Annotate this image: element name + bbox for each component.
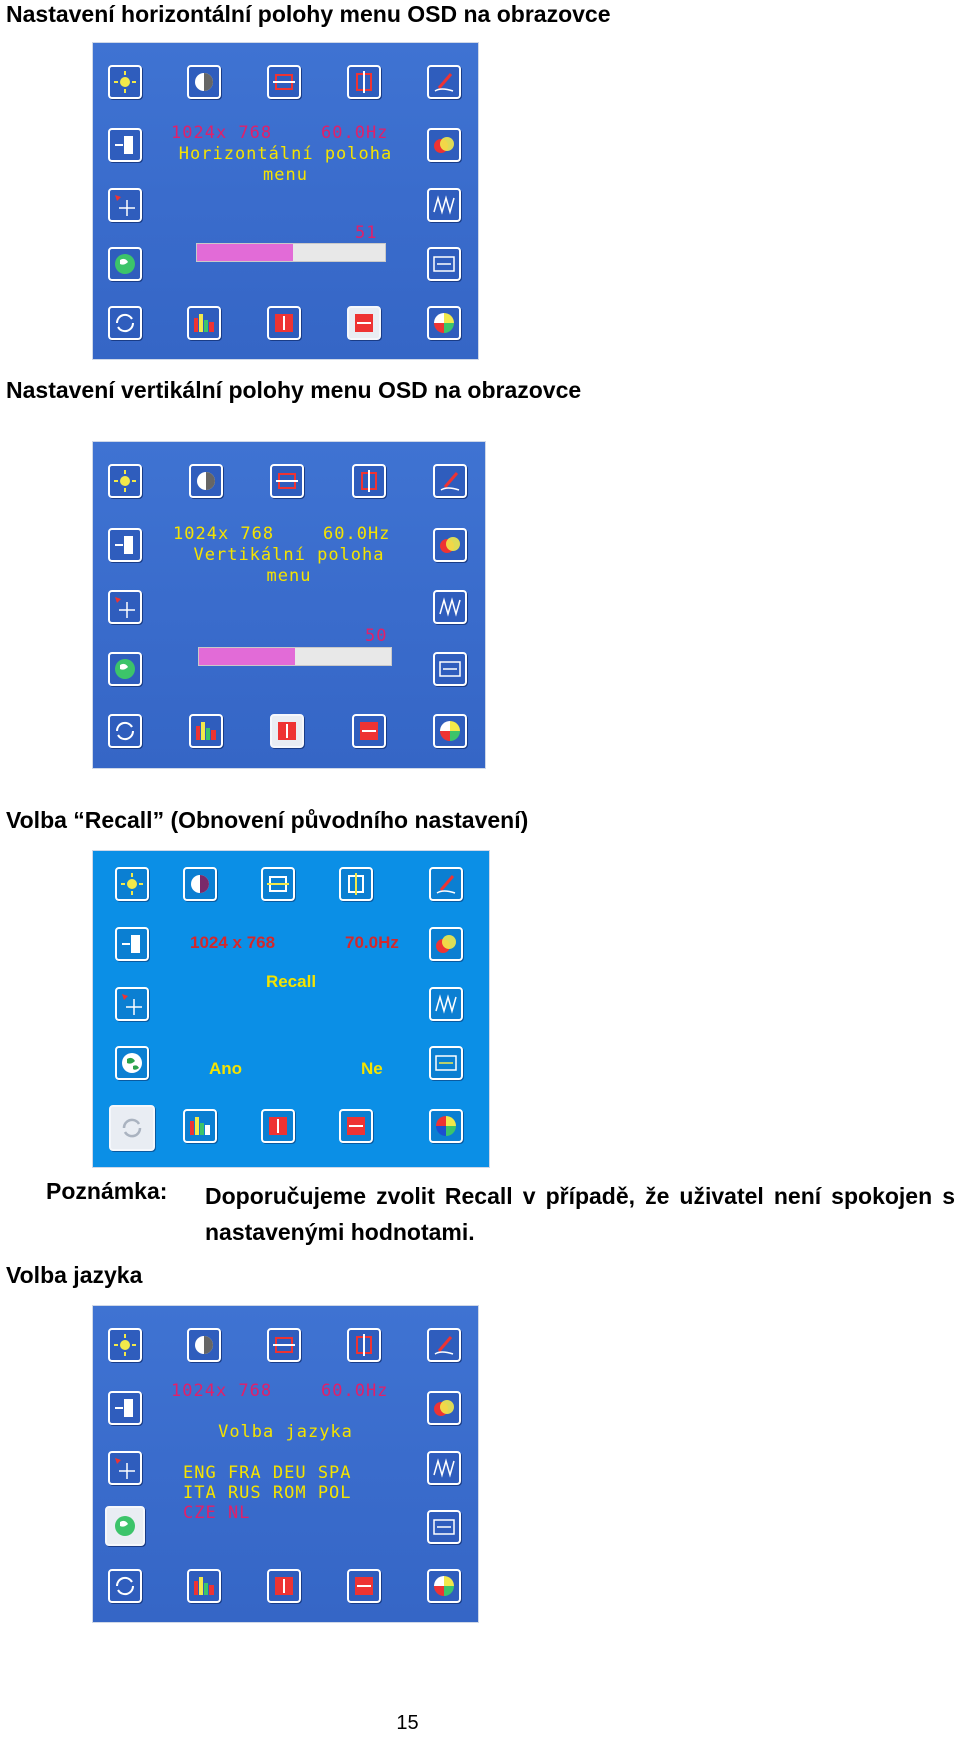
osd-level-bar (196, 243, 386, 262)
phase-icon (433, 652, 467, 686)
osd-option-no: Ne (361, 1059, 383, 1078)
h-size-icon (270, 464, 304, 498)
waveform-icon (427, 188, 461, 222)
contrast-icon (189, 464, 223, 498)
osd-subtitle: menu (266, 566, 312, 586)
v-size-icon (347, 1328, 381, 1362)
color-bars-icon (183, 1109, 217, 1143)
osd-language-row-2: ITA RUS ROM POL (183, 1483, 352, 1503)
color-bars-icon (187, 1569, 221, 1603)
color-wheel-icon (427, 1569, 461, 1603)
color-wheel-icon (433, 714, 467, 748)
osd-value: 51 (355, 223, 378, 243)
osd-frequency: 70.0Hz (345, 933, 399, 952)
page-number: 15 (396, 1712, 419, 1734)
color-wheel-icon (429, 1109, 463, 1143)
waveform-icon (433, 590, 467, 624)
osd-h-position-icon (339, 1109, 373, 1143)
recall-icon (108, 306, 142, 340)
osd-screenshot-language (92, 1305, 479, 1623)
note-label: Poznámka: (46, 1178, 168, 1204)
osd-title: Vertikální poloha (193, 545, 385, 565)
osd-frequency: 60.0Hz (321, 1381, 389, 1401)
osd-title: Volba jazyka (218, 1422, 353, 1442)
osd-v-position-icon-selected (270, 714, 304, 748)
osd-resolution: 1024x 768 (173, 524, 275, 544)
osd-title: Recall (265, 972, 317, 991)
v-size-icon (352, 464, 386, 498)
brightness-icon (108, 464, 142, 498)
osd-screenshot-horizontal (92, 42, 479, 360)
osd-screenshot-recall (92, 850, 490, 1168)
exit-icon (115, 927, 149, 961)
osd-h-position-icon-selected (347, 306, 381, 340)
brightness-icon (115, 867, 149, 901)
pen-icon (429, 867, 463, 901)
osd-resolution: 1024x 768 (171, 1381, 273, 1401)
contrast-icon (187, 65, 221, 99)
osd-subtitle: menu (263, 165, 308, 185)
color-bars-icon (187, 306, 221, 340)
brightness-icon (108, 65, 142, 99)
osd-v-position-icon (267, 306, 301, 340)
h-size-icon (261, 867, 295, 901)
section-heading-recall: Volba “Recall” (Obnovení původního nastavení) (6, 807, 529, 833)
position-move-icon (108, 188, 142, 222)
position-move-icon (115, 987, 149, 1021)
section-heading-osd-horizontal: Nastavení horizontální polohy menu OSD na obrazovce (6, 1, 611, 27)
contrast-icon (187, 1328, 221, 1362)
osd-frequency: 60.0Hz (321, 123, 389, 143)
position-move-icon (108, 590, 142, 624)
section-heading-language: Volba jazyka (6, 1262, 143, 1288)
osd-resolution: 1024 x 768 (190, 933, 276, 952)
osd-option-yes: Ano (209, 1059, 243, 1078)
globe-language-icon (108, 247, 142, 281)
osd-v-position-icon (261, 1109, 295, 1143)
v-size-icon (347, 65, 381, 99)
osd-h-position-icon (347, 1569, 381, 1603)
globe-language-icon (108, 652, 142, 686)
recall-icon-selected (109, 1105, 155, 1151)
waveform-icon (427, 1451, 461, 1485)
osd-screenshot-vertical (92, 441, 486, 769)
recall-icon (108, 1569, 142, 1603)
osd-v-position-icon (267, 1569, 301, 1603)
contrast-icon (183, 867, 217, 901)
color-icon (427, 1391, 461, 1425)
phase-icon (427, 1510, 461, 1544)
osd-language-row-3: CZE NL (183, 1503, 251, 1523)
osd-h-position-icon (352, 714, 386, 748)
color-bars-icon (189, 714, 223, 748)
waveform-icon (429, 987, 463, 1021)
v-size-icon (339, 867, 373, 901)
h-size-icon (267, 65, 301, 99)
color-icon (429, 927, 463, 961)
color-wheel-icon (427, 306, 461, 340)
pen-icon (427, 1328, 461, 1362)
osd-resolution: 1024x 768 (171, 123, 273, 143)
brightness-icon (108, 1328, 142, 1362)
exit-icon (108, 1391, 142, 1425)
osd-value: 50 (365, 626, 388, 646)
pen-icon (427, 65, 461, 99)
globe-language-icon-selected (105, 1506, 145, 1546)
note-text: Doporučujeme zvolit Recall v případě, že uživatel není spokojen s nastavenými hodnotami. (205, 1183, 955, 1245)
osd-frequency: 60.0Hz (323, 524, 391, 544)
section-heading-osd-vertical: Nastavení vertikální polohy menu OSD na obrazovce (6, 377, 582, 403)
recall-icon (108, 714, 142, 748)
phase-icon (429, 1046, 463, 1080)
osd-language-row-1: ENG FRA DEU SPA (183, 1463, 352, 1483)
globe-language-icon (115, 1046, 149, 1080)
osd-level-fill (197, 244, 293, 261)
osd-level-fill (199, 648, 295, 665)
h-size-icon (267, 1328, 301, 1362)
position-move-icon (108, 1451, 142, 1485)
osd-level-bar (198, 647, 392, 666)
osd-title: Horizontální poloha (178, 144, 393, 164)
pen-icon (433, 464, 467, 498)
phase-icon (427, 247, 461, 281)
